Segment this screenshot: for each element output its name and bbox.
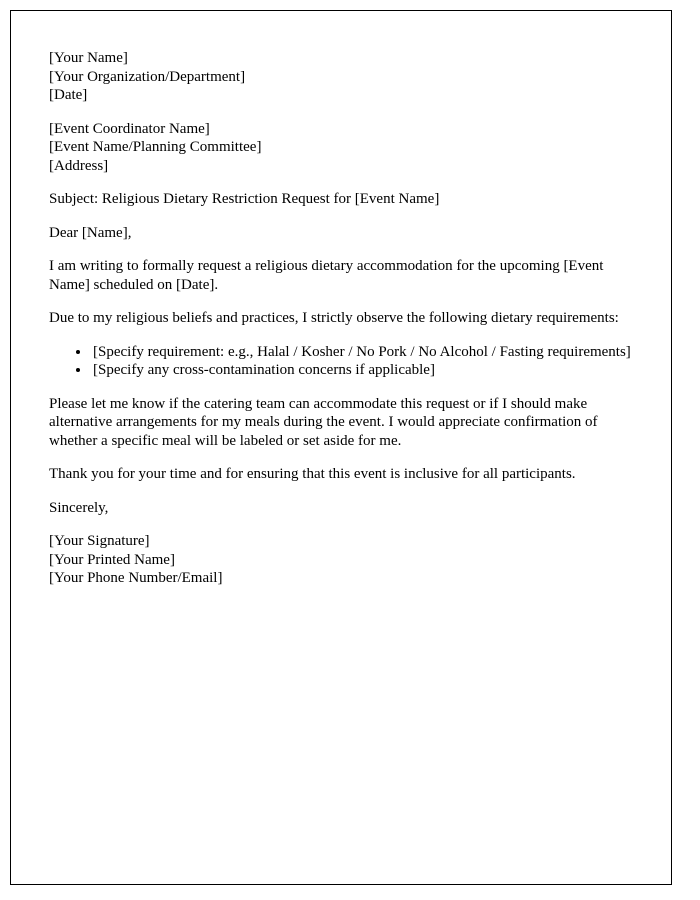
letter-page: [10, 10, 672, 885]
signature-line: [Your Signature]: [49, 533, 150, 549]
sender-block: [49, 49, 631, 105]
subject-line: Subject: Religious Dietary Restriction Request for [Event Name]: [49, 191, 440, 207]
sender-date-line: [Date]: [49, 87, 88, 103]
recipient-address-line: [Address]: [49, 157, 109, 174]
recipient-committee-line: [Event Name/Planning Committee]: [49, 139, 262, 155]
closing: Sincerely,: [49, 499, 109, 516]
requirement-item: • [Specify any cross-contamination concerns if applicable]: [91, 361, 631, 380]
recipient-coordinator-line: [Event Coordinator Name]: [49, 120, 210, 137]
salutation: Dear [Name],: [49, 224, 132, 241]
printed-name-line: [Your Printed Name]: [49, 551, 175, 568]
requirements-list: [49, 343, 631, 380]
sender-name-line: [Your Name]: [49, 50, 128, 66]
sender-organization-line: [Your Organization/Department]: [49, 68, 246, 85]
paragraph-requirements-intro: Due to my religious beliefs and practices, I strictly observe the following dietary requirements:: [49, 310, 619, 326]
signature-block: [49, 532, 631, 588]
paragraph-thanks: Thank you for your time and for ensuring that this event is inclusive for all participants.: [49, 466, 576, 482]
paragraph-catering-confirmation: Please let me know if the catering team can accommodate this request or if I should make alternative arrangements for my meals during the event. I would appreciate confirmation of whether a specific meal will be labeled or set aside for me.: [49, 395, 598, 449]
requirement-item: • [Specify requirement: e.g., Halal / Kosher / No Pork / No Alcohol / Fasting requirements]: [91, 343, 631, 362]
recipient-block: [49, 120, 631, 176]
contact-line: [Your Phone Number/Email]: [49, 570, 223, 586]
paragraph-request: I am writing to formally request a religious dietary accommodation for the upcoming [Event Name] scheduled on [Date].: [49, 258, 604, 293]
